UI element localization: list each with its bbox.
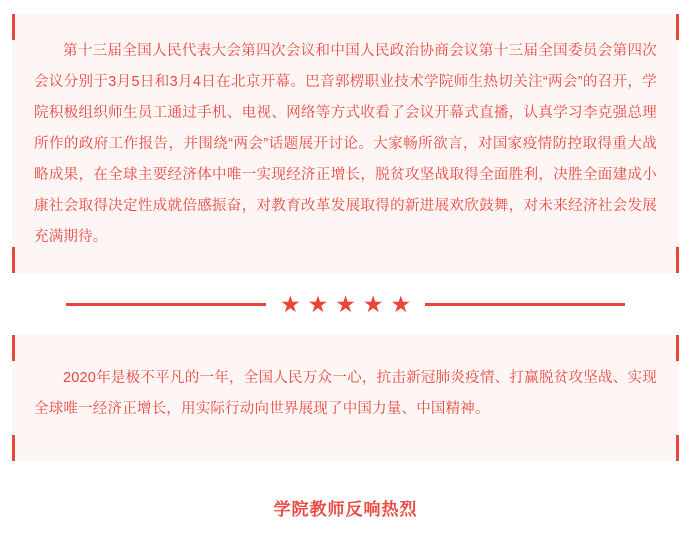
star-divider [12, 273, 679, 335]
card-corner-top-right [676, 14, 679, 40]
content-card-second [12, 335, 679, 461]
paragraph-text: 2020年是极不平凡的一年，全国人民万众一心，抗击新冠肺炎疫情、打赢脱贫攻坚战、实现全球唯一经济正增长，用实际行动向世界展现了中国力量、中国精神。 [34, 370, 657, 417]
card-corner-bottom-right [676, 435, 679, 461]
card-corner-top-right [676, 335, 679, 361]
card-corner-bottom-right [676, 247, 679, 273]
star-icon: ★ [362, 290, 384, 317]
paragraph-text: 第十三届全国人民代表大会第四次会议和中国人民政治协商会议第十三届全国委员会第四次会议分别于3月5日和3月4日在北京开幕。巴音郭楞职业技术学院师生热切关注“两会”的召开，学院积极组织师生员工通过手机、电视、网络等方式收看了会议开幕式直播，认真学习李克强总理所作的政府工作报告，并围绕“两会”话题展开讨论。大家畅所欲言，对国家疫情防控取得重大战略成果，在全球主要经济体中唯一实现经济正增长，脱贫攻坚战取得全面胜利，决胜全面建成小康社会取得决定性成就倍感振奋，对教育改革发展取得的新进展欢欣鼓舞，对未来经济社会发展充满期待。 [34, 43, 657, 245]
star-icon: ★ [390, 290, 412, 317]
card-body [12, 14, 679, 273]
card-body [12, 335, 679, 445]
section-heading: 学院教师反响热烈 [273, 500, 418, 519]
divider-stars [266, 290, 425, 317]
divider-rule-left [66, 303, 266, 306]
document-page [0, 14, 691, 549]
star-icon: ★ [279, 290, 301, 317]
star-icon: ★ [307, 290, 329, 317]
content-card-first [12, 14, 679, 273]
divider-rule-right [425, 303, 625, 306]
star-icon: ★ [335, 290, 356, 317]
